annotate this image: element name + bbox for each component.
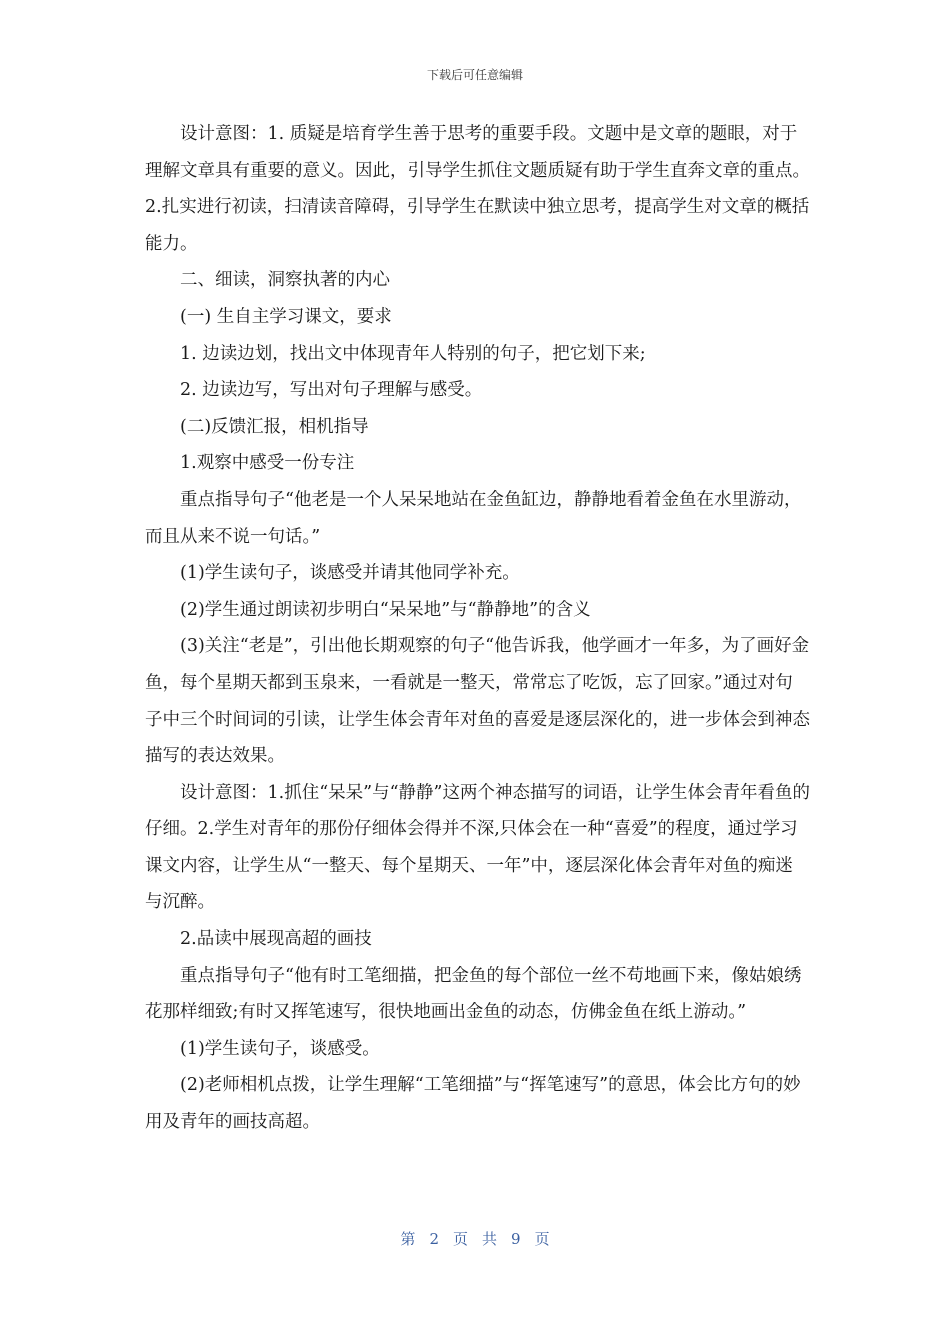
footer-total-pages: 9 [511,1230,521,1248]
subheading: 2.品读中展现高超的画技 [180,929,372,950]
footer-gong: 共 [482,1230,498,1248]
section-heading: 二、细读，洞察执著的内心 [180,270,390,291]
footer-di: 第 [400,1230,416,1248]
subsection-heading: (二)反馈汇报，相机指导 [180,416,369,437]
list-item: (1)学生读句子，谈感受。 [180,1038,380,1059]
page-footer [0,1228,950,1249]
list-item: (1)学生读句子，谈感受并请其他同学补充。 [180,563,520,584]
document-body [145,116,810,1141]
footer-ye2: 页 [534,1230,550,1248]
list-item: 1. 边读边划，找出文中体现青年人特别的句子，把它划下来; [180,343,646,364]
subheading: 1.观察中感受一份专注 [180,453,355,474]
paragraph: 重点指导句子“他有时工笔细描，把金鱼的每个部位一丝不苟地画下来，像姑娘绣花那样细致;有时又挥笔速写，很快地画出金鱼的动态，仿佛金鱼在纸上游动。” [145,965,802,1023]
paragraph: 设计意图：1.抓住“呆呆”与“静静”这两个神态描写的词语，让学生体会青年看鱼的仔细。2.学生对青年的那份仔细体会得并不深,只体会在一种“喜爱”的程度，通过学习课文内容，让学生从“一整天、每个星期天、一年”中，逐层深化体会青年对鱼的痴迷与沉醉。 [145,782,810,913]
paragraph: 设计意图：1. 质疑是培育学生善于思考的重要手段。文题中是文章的题眼，对于理解文章具有重要的意义。因此，引导学生抓住文题质疑有助于学生直奔文章的重点。 2.扎实进行初读，扫清读音障碍，引导学生在默读中独立思考，提高学生对文章的概括能力。 [145,124,810,254]
page-header: 下载后可任意编辑 [426,68,523,82]
list-item: 2. 边读边写，写出对句子理解与感受。 [180,380,483,401]
list-item: (3)关注“老是”，引出他长期观察的句子“他告诉我，他学画才一年多，为了画好金鱼，每个星期天都到玉泉来，一看就是一整天，常常忘了吃饭，忘了回家。”通过对句子中三个时间词的引读，让学生体会青年对鱼的喜爱是逐层深化的，进一步体会到神态描写的表达效果。 [145,636,810,767]
subsection-heading: (一) 生自主学习课文，要求 [180,306,392,327]
footer-page-number: 2 [429,1230,439,1248]
footer-ye: 页 [452,1230,468,1248]
paragraph: 重点指导句子“他老是一个人呆呆地站在金鱼缸边，静静地看着金鱼在水里游动，而且从来不说一句话。” [145,489,802,547]
list-item: (2)老师相机点拨，让学生理解“工笔细描”与“挥笔速写”的意思，体会比方句的妙用及青年的画技高超。 [145,1075,801,1133]
list-item: (2)学生通过朗读初步明白“呆呆地”与“静静地”的含义 [180,599,591,620]
